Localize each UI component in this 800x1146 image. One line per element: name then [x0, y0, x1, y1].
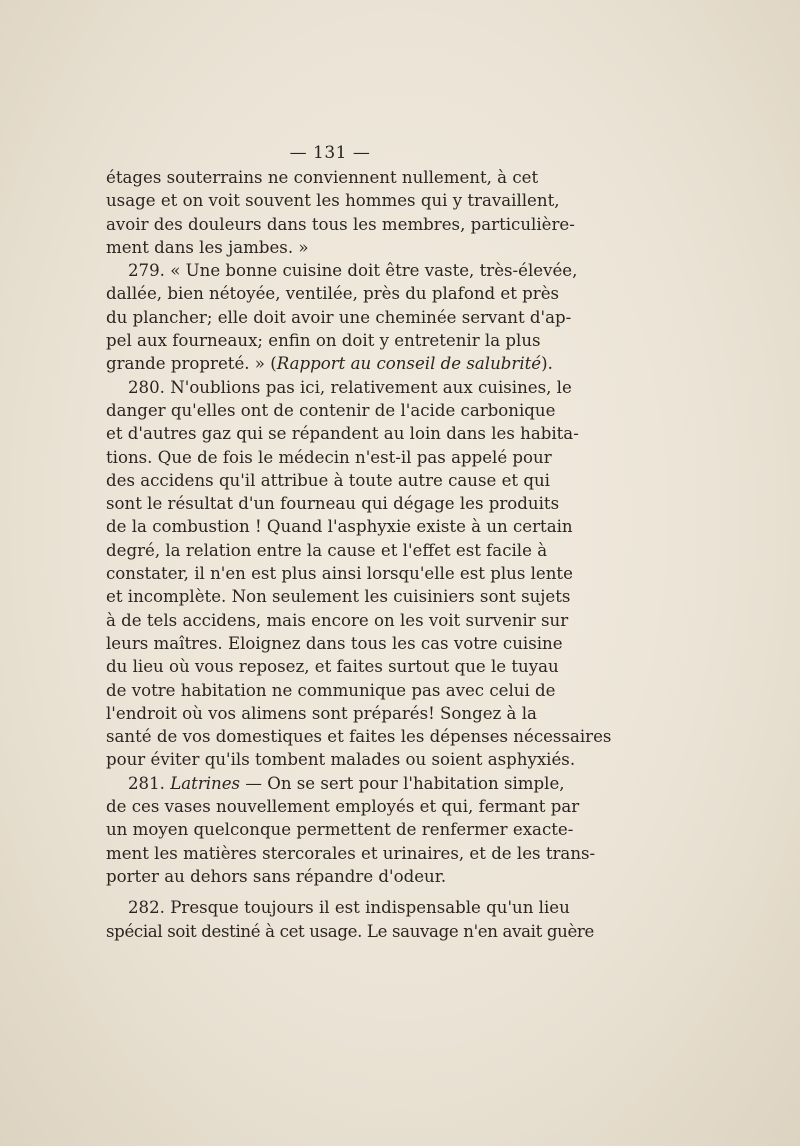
text-line: spécial soit destiné à cet usage. Le sauvage n'en avait guère [106, 921, 594, 941]
paragraph-number: 280. [128, 377, 165, 397]
text-line: de la combustion ! Quand l'asphyxie existe à un certain [106, 517, 573, 537]
paragraph-280-first-line [106, 376, 572, 399]
text-line: de ces vases nouvellement employés et qui, fermant par [106, 797, 580, 817]
text-line: santé de vos domestiques et faites les dépenses nécessaires [106, 727, 612, 747]
text-fragment: ). [541, 354, 553, 374]
text-line: usage et on voit souvent les hommes qui y travaillent, [106, 191, 560, 211]
text-line: degré, la relation entre la cause et l'effet est facile à [106, 540, 548, 560]
text-line: étages souterrains ne conviennent nullement, à cet [106, 168, 539, 187]
paragraph-279-first-line [106, 259, 578, 282]
text-line: l'endroit où vos alimens sont préparés! Songez à la [106, 703, 537, 723]
text-fragment: « Une bonne cuisine doit être vaste, très-élevée, [170, 261, 578, 281]
text-fragment: — On se sert pour l'habitation simple, [240, 773, 565, 793]
body-text [106, 166, 612, 943]
paragraph-279-last-line [106, 352, 553, 375]
page-number: — 131 — [289, 143, 371, 163]
text-line: pour éviter qu'ils tombent malades ou soient asphyxiés. [106, 750, 576, 770]
text-fragment: grande propreté. » ( [106, 354, 277, 374]
text-line: constater, il n'en est plus ainsi lorsqu'elle est plus lente [106, 564, 573, 584]
paragraph-282-first-line [106, 896, 570, 919]
text-line: de votre habitation ne communique pas avec celui de [106, 680, 556, 700]
paragraph-number: 282. [128, 898, 165, 918]
text-line: leurs maîtres. Eloignez dans tous les cas votre cuisine [106, 633, 563, 653]
text-line: ment dans les jambes. » [106, 237, 309, 257]
text-line: des accidens qu'il attribue à toute autre cause et qui [106, 470, 550, 490]
text-line: porter au dehors sans répandre d'odeur. [106, 866, 447, 886]
text-fragment: Presque toujours il est indispensable qu'un lieu [170, 898, 570, 918]
text-line: pel aux fourneaux; enfin on doit y entretenir la plus [106, 331, 541, 351]
text-fragment: N'oublions pas ici, relativement aux cuisines, le [170, 377, 572, 397]
text-line: dallée, bien nétoyée, ventilée, près du plafond et près [106, 284, 560, 304]
text-line: un moyen quelconque permettent de renfermer exacte- [106, 820, 574, 840]
citation-italic: Rapport au conseil de salubrité [276, 354, 542, 374]
text-line: danger qu'elles ont de contenir de l'acide carbonique [106, 400, 556, 420]
text-line: sont le résultat d'un fourneau qui dégage les produits [106, 494, 560, 514]
paragraph-281-first-line [106, 772, 565, 795]
text-line: et incomplète. Non seulement les cuisiniers sont sujets [106, 587, 571, 607]
text-line: et d'autres gaz qui se répandent au loin dans les habita- [106, 424, 579, 444]
text-line: du plancher; elle doit avoir une cheminée servant d'ap- [106, 307, 572, 327]
paragraph-number: 279. [128, 261, 165, 281]
text-line: ment les matières stercorales et urinaires, et de les trans- [106, 843, 596, 863]
text-line: tions. Que de fois le médecin n'est-il pas appelé pour [106, 447, 552, 467]
paragraph-number: 281. [128, 773, 165, 793]
text-line: du lieu où vous reposez, et faites surtout que le tuyau [106, 657, 559, 677]
section-title-italic: Latrines [170, 773, 241, 793]
text-line: à de tels accidens, mais encore on les voit survenir sur [106, 610, 569, 630]
text-line: avoir des douleurs dans tous les membres, particulière- [106, 214, 575, 234]
